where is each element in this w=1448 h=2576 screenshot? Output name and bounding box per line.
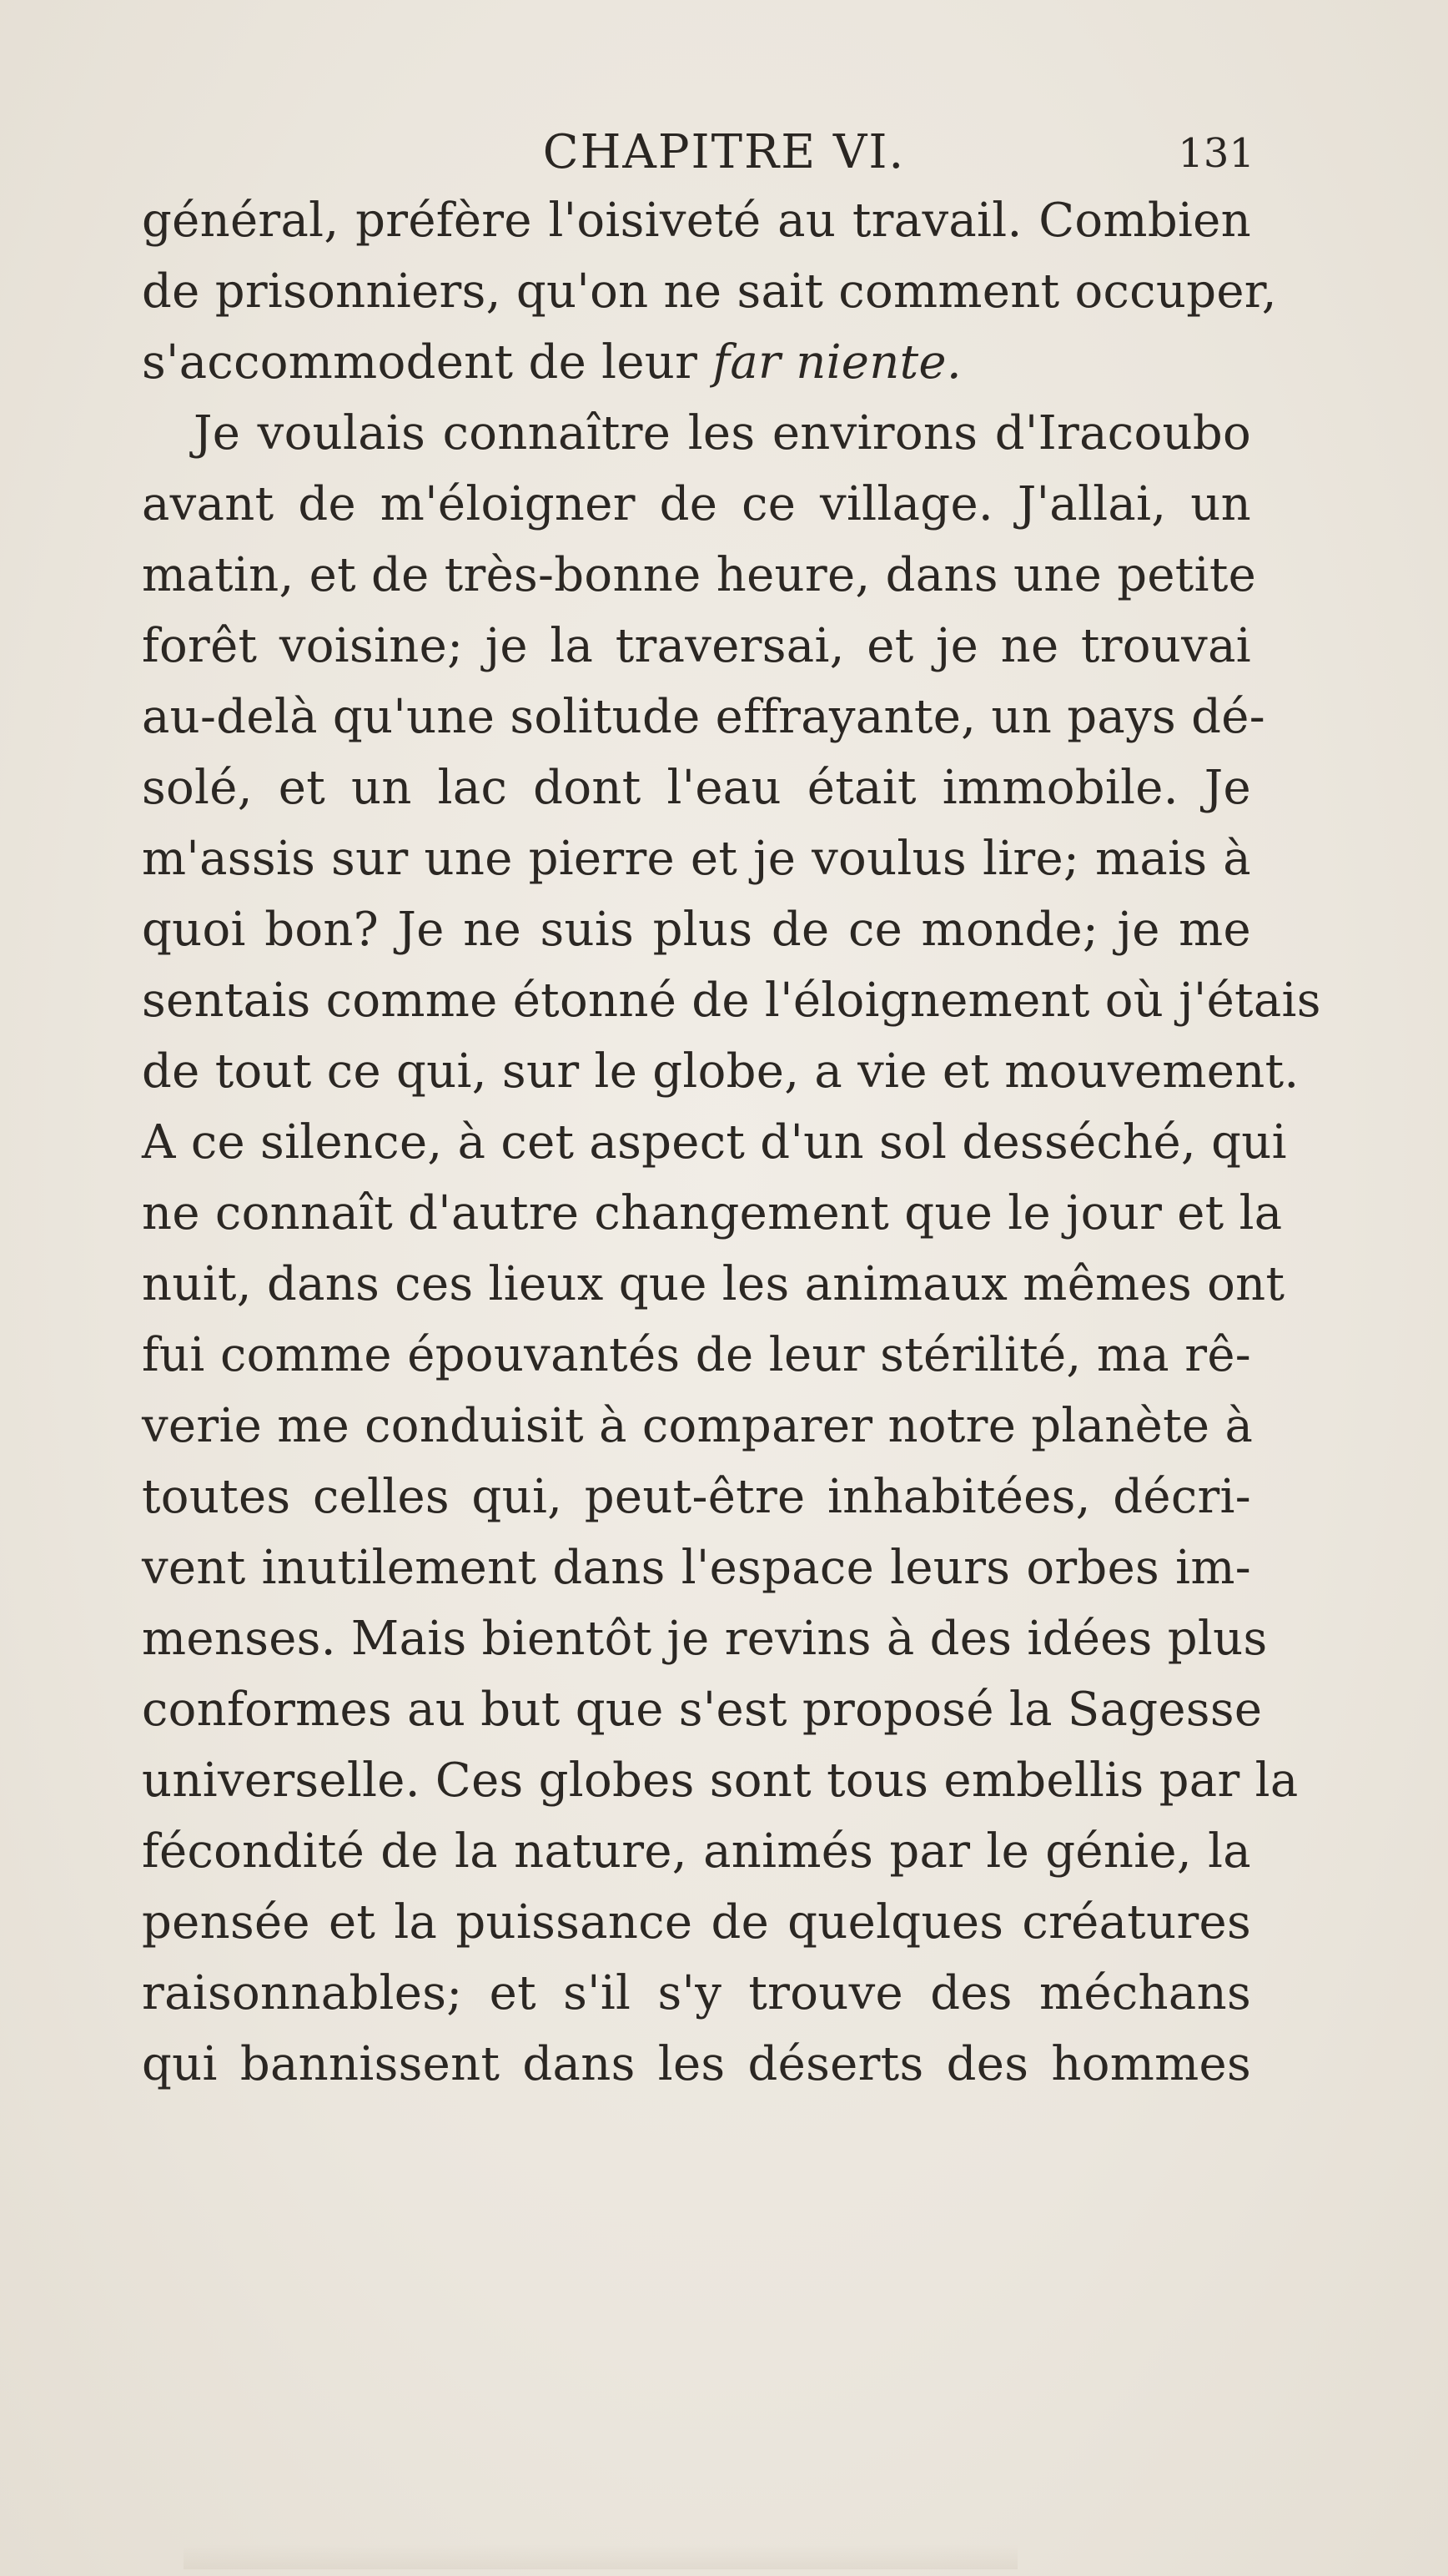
text-line: toutes celles qui, peut-être inhabitées, décri- bbox=[142, 1470, 1251, 1524]
running-head bbox=[0, 125, 1448, 184]
page-number: 131 bbox=[1178, 130, 1254, 177]
text-line bbox=[142, 327, 1251, 398]
text-line: forêt voisine; je la traversai, et je ne trouvai bbox=[142, 619, 1251, 673]
text-line: verie me conduisit à comparer notre planète à bbox=[142, 1399, 1254, 1453]
text-line: matin, et de très-bonne heure, dans une petite bbox=[142, 548, 1257, 602]
italic-phrase: far niente. bbox=[712, 335, 962, 390]
text-line: vent inutilement dans l'espace leurs orbes im- bbox=[142, 1541, 1251, 1595]
show-through-shadow bbox=[184, 2544, 1018, 2569]
text-line: fui comme épouvantés de leur stérilité, ma rê- bbox=[142, 1328, 1251, 1382]
text-line: quoi bon? Je ne suis plus de ce monde; je me bbox=[142, 903, 1251, 957]
body-text bbox=[142, 185, 1321, 2100]
text-line: général, préfère l'oisiveté au travail. Combien bbox=[142, 194, 1251, 248]
text-line: A ce silence, à cet aspect d'un sol desséché, qui bbox=[142, 1115, 1287, 1170]
text-line: solé, et un lac dont l'eau était immobile. Je bbox=[142, 761, 1251, 815]
text-line: qui bannissent dans les déserts des hommes bbox=[142, 2037, 1251, 2091]
text-line: menses. Mais bientôt je revins à des idées plus bbox=[142, 1612, 1268, 1666]
text-line: de prisonniers, qu'on ne sait comment occuper, bbox=[142, 264, 1277, 319]
chapter-title: CHAPITRE VI. bbox=[542, 125, 906, 179]
text-line: nuit, dans ces lieux que les animaux mêmes ont bbox=[142, 1257, 1285, 1311]
text-line: avant de m'éloigner de ce village. J'allai, un bbox=[142, 477, 1251, 531]
text-line: fécondité de la nature, animés par le génie, la bbox=[142, 1824, 1251, 1879]
text-line: raisonnables; et s'il s'y trouve des méchans bbox=[142, 1966, 1251, 2020]
text-line: m'assis sur une pierre et je voulus lire; mais à bbox=[142, 832, 1251, 886]
text-line: sentais comme étonné de l'éloignement où j'étais bbox=[142, 974, 1321, 1028]
text-line: au-delà qu'une solitude effrayante, un pays dé- bbox=[142, 690, 1265, 744]
text-line: de tout ce qui, sur le globe, a vie et mouvement. bbox=[142, 1044, 1300, 1099]
paragraph-start-line: Je voulais connaître les environs d'Iracoubo bbox=[194, 406, 1251, 460]
text-line: ne connaît d'autre changement que le jour et la bbox=[142, 1186, 1283, 1240]
text-line: pensée et la puissance de quelques créatures bbox=[142, 1895, 1251, 1950]
text-line-segment: s'accommodent de leur bbox=[142, 335, 698, 390]
text-line: universelle. Ces globes sont tous embellis par la bbox=[142, 1753, 1299, 1808]
text-line: conformes au but que s'est proposé la Sagesse bbox=[142, 1683, 1263, 1737]
